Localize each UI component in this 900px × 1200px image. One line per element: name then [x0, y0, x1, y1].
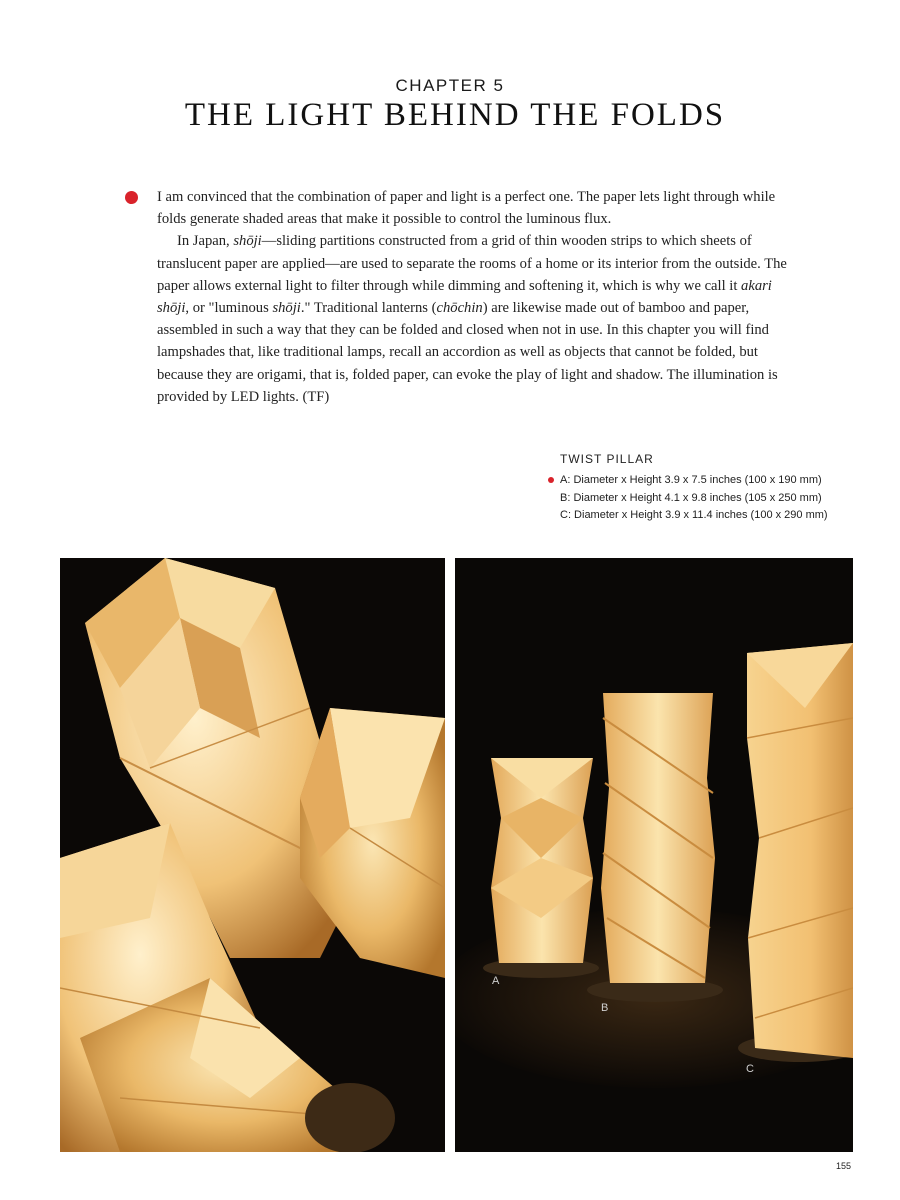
spec-line-b: B: Diameter x Height 4.1 x 9.8 inches (105 x 250 mm) [560, 491, 822, 504]
small-red-bullet-icon [548, 477, 554, 483]
spec-line-c: C: Diameter x Height 3.9 x 11.4 inches (100 x 290 mm) [560, 509, 828, 521]
intro-paragraph-2 [157, 230, 797, 408]
japanese-term: shōji [272, 300, 301, 317]
photo-right-twist-pillars [455, 558, 853, 1152]
intro-text-run: ." Traditional lanterns ( [300, 300, 437, 317]
lamp-b-label: B [601, 1002, 609, 1014]
chapter-title: THE LIGHT BEHIND THE FOLDS [184, 97, 726, 133]
intro-text [157, 186, 797, 408]
spec-block [560, 452, 880, 525]
photo-left-lampshades [60, 558, 445, 1152]
intro-paragraph-1: I am convinced that the combination of paper and light is a perfect one. The paper lets light through while folds generate shaded areas that make it possible to control the luminous flux. [157, 189, 776, 228]
intro-text-run: —sliding partitions constructed from a grid of thin wooden strips to which sheets of translucent paper are applied—are used to separate the rooms of a home or its interior from the outside. The paper allows external light to filter through while dimming and softening it, which is why we call it [157, 233, 787, 294]
page-number: 155 [836, 1161, 852, 1171]
spec-title: TWIST PILLAR [560, 452, 654, 466]
lampshade-closeup-image [60, 558, 445, 1152]
lamp-a-label: A [492, 975, 500, 987]
intro-text-run: In Japan, [177, 233, 234, 250]
lamp-c-label: C [746, 1063, 754, 1075]
japanese-term: chōchin [436, 300, 483, 317]
japanese-term: akari shōji [157, 277, 772, 317]
intro-text-run: , or "luminous [185, 300, 273, 317]
red-bullet-icon [125, 191, 138, 204]
chapter-label: CHAPTER 5 [395, 76, 505, 95]
intro-text-run: ) are likewise made out of bamboo and paper, assembled in such a way that they can be folded and closed when not in use. In this chapter you will find lampshades that, like traditional lamps, recall an accordion as well as objects that cannot be folded, but because they are origami, that is, folded paper, can evoke the play of light and shadow. The illumination is provided by LED lights. (TF) [157, 300, 778, 405]
spec-line-a: A: Diameter x Height 3.9 x 7.5 inches (100 x 190 mm) [560, 474, 822, 486]
japanese-term: shōji [233, 233, 262, 250]
twist-pillar-lamps-image [455, 558, 853, 1152]
